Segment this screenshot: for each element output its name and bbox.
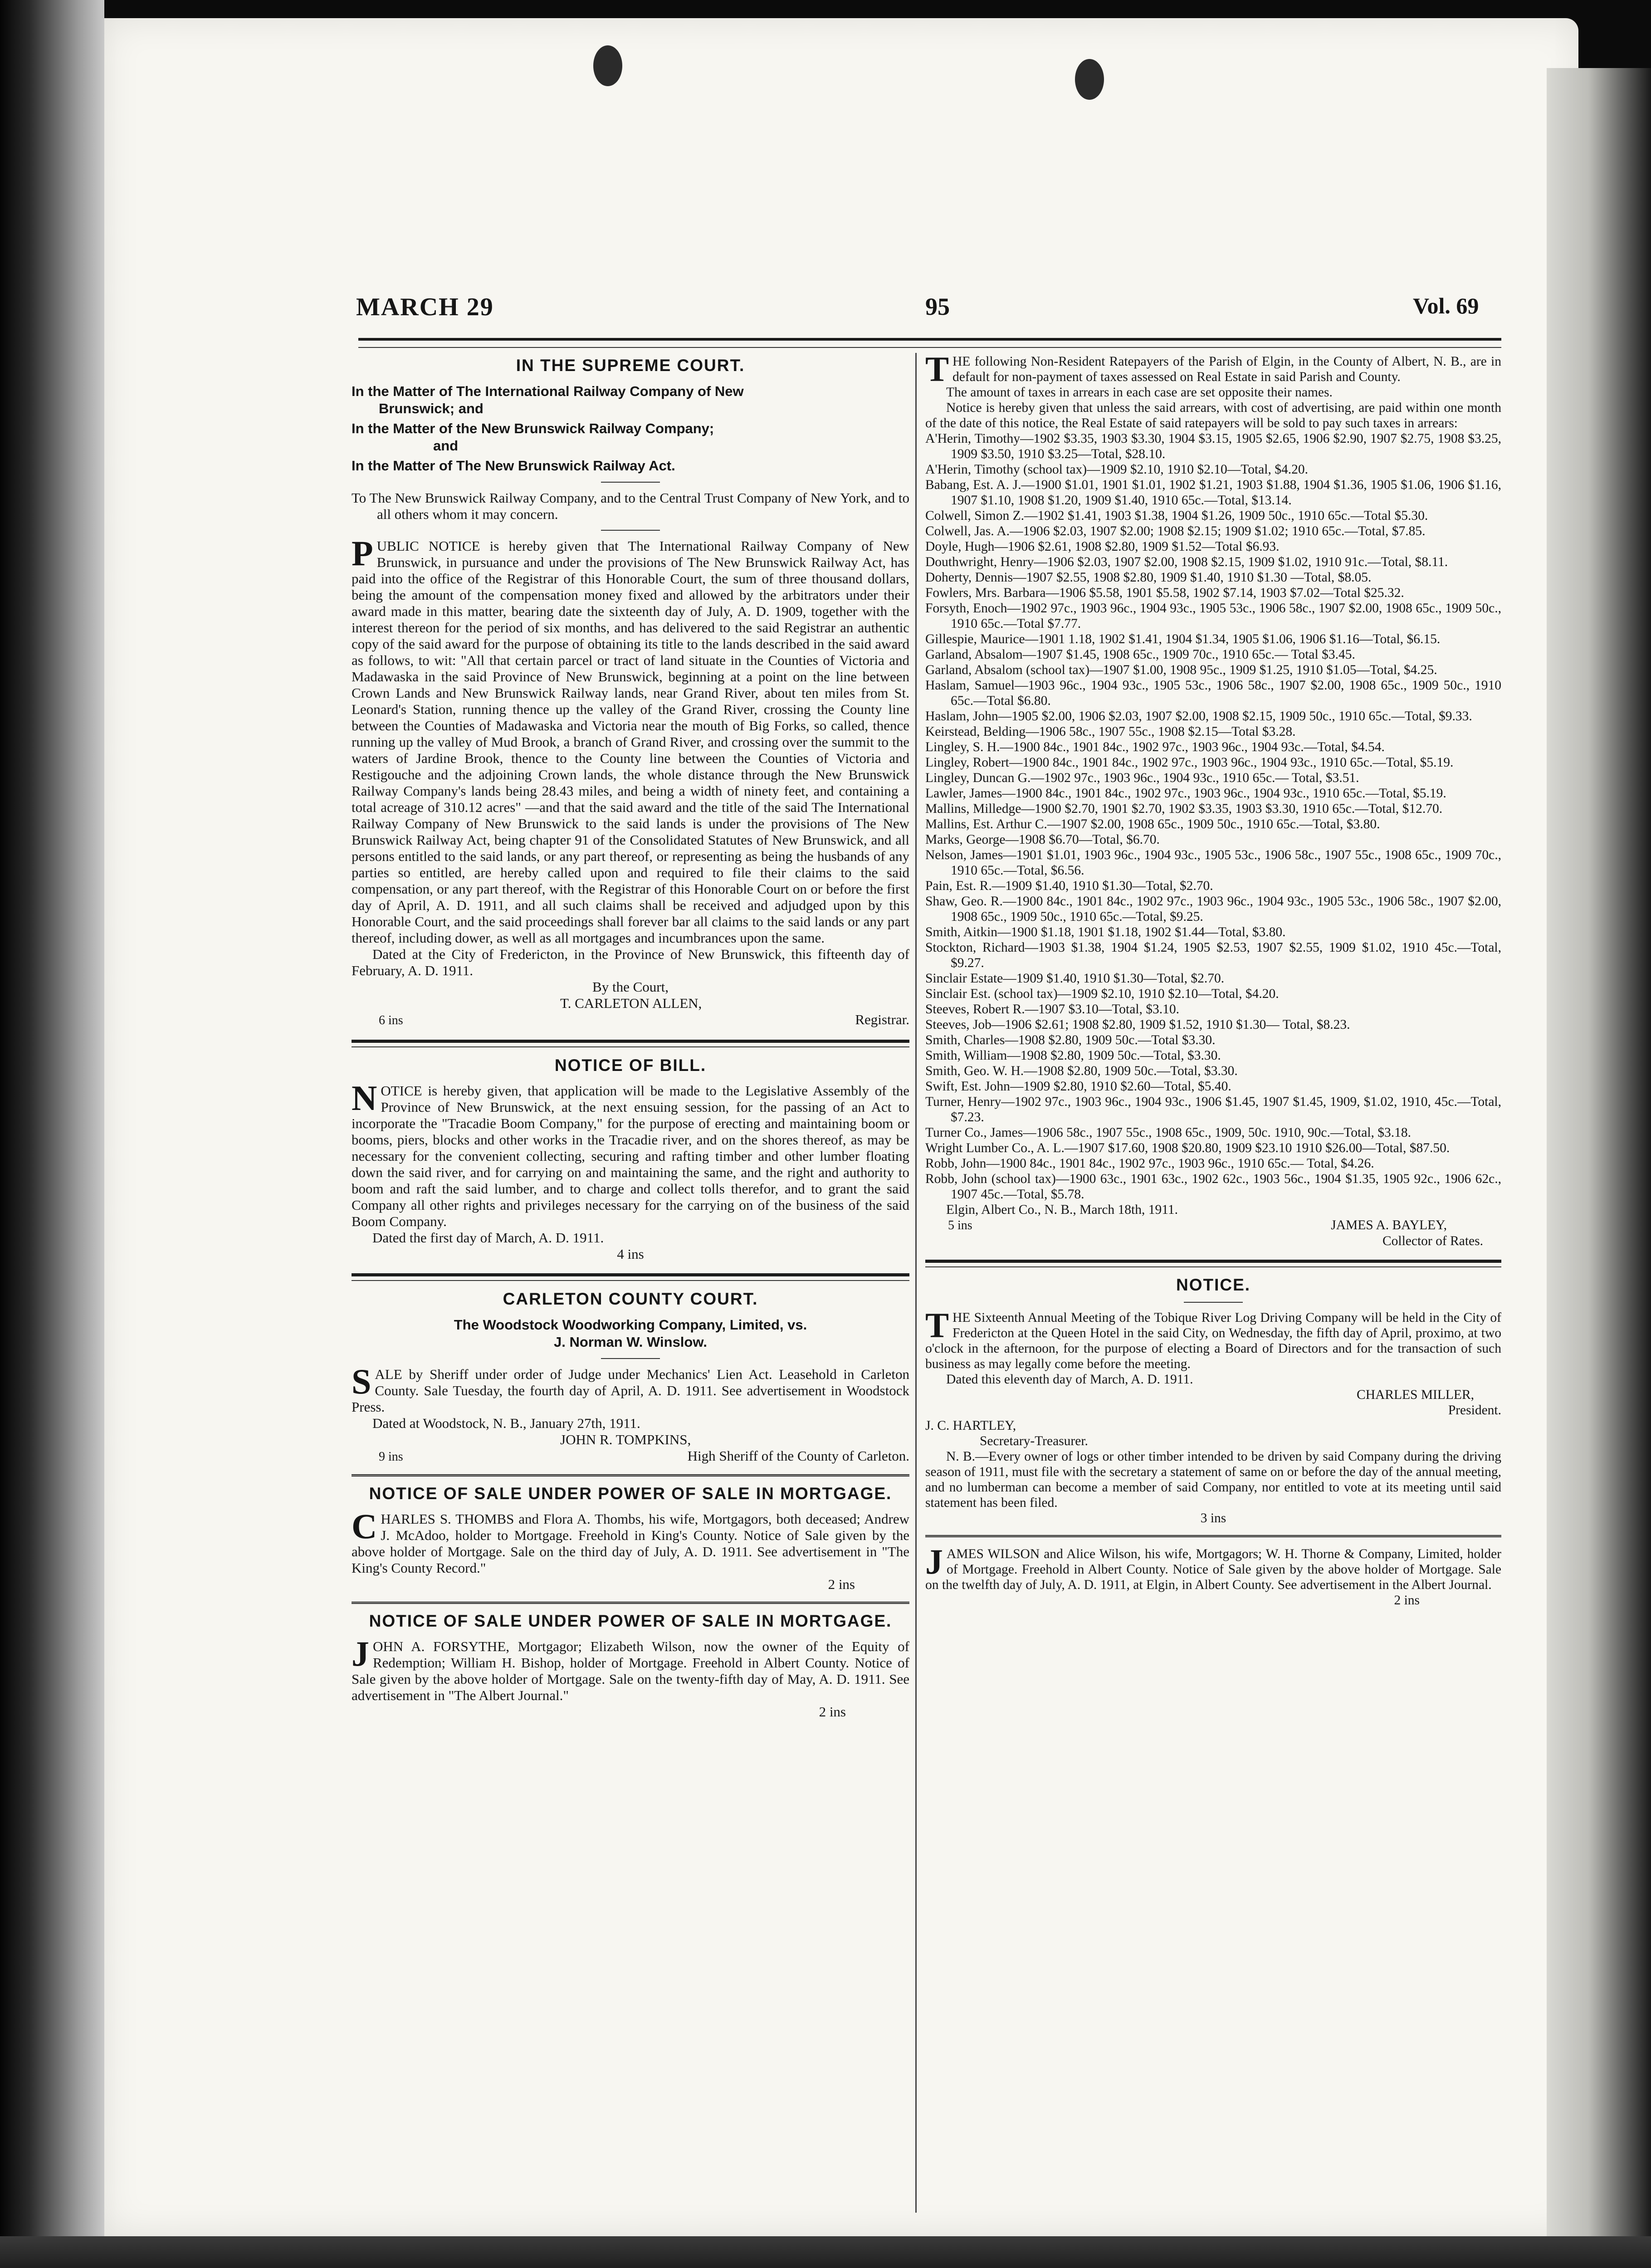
case-title: J. Norman W. Winslow. (554, 1334, 707, 1350)
notice-body (352, 533, 909, 946)
short-rule (601, 1358, 660, 1359)
ratepayer-entry: Shaw, Geo. R.—1900 84c., 1901 84c., 1902 97c., 1903 96c., 1904 93c., 1905 53c., 1906 58c., 1907 $2.00, 1908 65c., 1909 50c., 1910 65c.—Total, $9.25. (925, 894, 1501, 924)
ratepayer-entry: Sinclair Est. (school tax)—1909 $2.10, 1910 $2.10—Total, $4.20. (925, 987, 1279, 1001)
dated-line: Dated the first day of March, A. D. 1911. (372, 1230, 604, 1246)
left-column (352, 354, 909, 1720)
ratepayer-entry: Fowlers, Mrs. Barbara—1906 $5.58, 1901 $5.58, 1902 $7.14, 1903 $7.02—Total $25.32. (925, 586, 1404, 600)
dated-line: Dated at the City of Fredericton, in the Province of New Brunswick, this fifteenth day of February, A. D. 1911. (352, 946, 909, 978)
notice-body-text: AMES WILSON and Alice Wilson, his wife, Mortgagors; W. H. Thorne & Company, Limited, holder of Mortgage. Freehold in Albert County. Notice of Sale given by the above holder of Mortgage. Sale on the twelfth day of July, A. D. 1911, at Elgin, in Albert County. See advertisement in the Albert Journal. (925, 1547, 1501, 1592)
section-separator (352, 1602, 909, 1604)
nb-paragraph: N. B.—Every owner of logs or other timber intended to be driven by said Company during the driving season of 1911, must file with the secretary a statement of same on or before the day of the annual meeting, and no lumberman can become a member of said Company, nor entitled to vote at its meeting until said statement has been filed. (925, 1449, 1501, 1510)
ratepayer-entry: Haslam, Samuel—1903 96c., 1904 93c., 1905 53c., 1906 58c., 1907 $2.00, 1908 65c., 1909 50c., 1910 65c.—Total $6.80. (925, 678, 1501, 708)
secretary-role: Secretary-Treasurer. (980, 1434, 1088, 1448)
short-rule (601, 482, 660, 483)
section-separator-thin (352, 1280, 909, 1281)
ratepayer-entry: Babang, Est. A. J.—1900 $1.01, 1901 $1.01, 1902 $1.21, 1903 $1.88, 1904 $1.36, 1905 $1.06, 1906 $1.16, 1907 $1.10, 1908 $1.20, 1909 $1.40, 1910 65c.—Total, $13.14. (925, 478, 1501, 508)
notice-body (925, 1542, 1501, 1593)
notice-body-text: UBLIC NOTICE is hereby given that The International Railway Company of New Brunswick, in pursuance and under the provisions of The New Brunswick Railway Act, has paid into the office of the Registrar of this Honorable Court, the sum of three thousand dollars, being the amount of the compensation money fixed and allowed by the arbitrators under their award made in this matter, bearing date the sixteenth day of July, A. D. 1909, together with the interest thereon for the period of six months, and has delivered to the said Registrar an authentic copy of the said award for the purpose of obtaining its title to the lands described in the said award as follows, to wit: "All that certain parcel or tract of land situate in the Counties of Victoria and Madawaska in the said Province of New Brunswick, beginning at a point on the line between Crown Lands and New Brunswick Railway lands, near Grand River, about ten miles from St. Leonard's Station, running thence up the valley of the Grand River, crossing the County line between the Counties of Madawaska and Victoria near the mouth of Big Forks, so called, thence running up the valley of Mud Brook, a branch of Grand River, and crossing over the summit to the waters of Jardine Brook, thence to the County line between the Counties of Victoria and Restigouche and the adjoining Crown lands, the whole distance through the New Brunswick Railway Company's lands being 28.43 miles, and being a width of ninety feet, and containing a total acreage of 310.12 acres" —and that the said award and the title of the said The International Railway Company of New Brunswick to the said lands is under the provisions of The New Brunswick Railway Act, being chapter 91 of the Consolidated Statutes of New Brunswick, and all persons entitled to the said lands, or any part thereof, or representing as being the husbands of any parties so entitled, are hereby called upon and required to file their claims to the said compensation, or any part thereof, with the Registrar of this Honorable Court on or before the first day of April, A. D. 1911, and all such claims shall be received and adjudged upon by this Honorable Court, and the said proceedings shall forever bar all claims to the said lands or any part thereof, including dower, as well as all mortgages and incumbrances upon the same. (352, 538, 909, 946)
notice-body (352, 1362, 909, 1415)
ratepayer-entry: A'Herin, Timothy (school tax)—1909 $2.10, 1910 $2.10—Total, $4.20. (925, 462, 1308, 477)
punch-hole (593, 45, 622, 86)
ratepayer-entry: Turner Co., James—1906 58c., 1907 55c., 1908 65c., 1909, 50c. 1910, 90c.—Total, $3.18. (925, 1125, 1412, 1140)
section-title: NOTICE OF SALE UNDER POWER OF SALE IN MORTGAGE. (369, 1484, 892, 1503)
signer-name: T. CARLETON ALLEN, (560, 995, 702, 1011)
ratepayer-entry: Sinclair Estate—1909 $1.40, 1910 $1.30—Total, $2.70. (925, 971, 1225, 986)
ratepayer-entry: Steeves, Robert R.—1907 $3.10—Total, $3.10. (925, 1002, 1180, 1017)
drop-cap: P (352, 533, 373, 573)
section-separator (925, 1535, 1501, 1537)
notice-body (352, 1078, 909, 1230)
insertion-count: 2 ins (819, 1704, 846, 1720)
ratepayer-entry: Lingley, Duncan G.—1902 97c., 1903 96c., 1904 93c., 1910 65c.— Total, $3.51. (925, 771, 1359, 785)
tobique-meeting-notice (925, 1277, 1501, 1526)
section-separator-thin (352, 1046, 909, 1047)
drop-cap: T (925, 349, 949, 389)
insertion-count: 6 ins (379, 1013, 403, 1027)
ratepayer-entry: Smith, Aitkin—1900 $1.18, 1901 $1.18, 1902 $1.44—Total, $3.80. (925, 925, 1286, 939)
ratepayer-entry: A'Herin, Timothy—1902 $3.35, 1903 $3.30, 1904 $3.15, 1905 $2.65, 1906 $2.90, 1907 $2.75, 1908 $3.25, 1909 $3.50, 1910 $3.25—Total, $28.10. (925, 431, 1501, 461)
notice-body-text: ALE by Sheriff under order of Judge under Mechanics' Lien Act. Leasehold in Carleton County. Sale Tuesday, the fourth day of April, A. D. 1911. See advertisement in Woodstock Press. (352, 1366, 909, 1415)
drop-cap: J (352, 1634, 369, 1673)
notice-body (352, 1634, 909, 1704)
secretary-name: J. C. HARTLEY, (925, 1418, 1016, 1433)
ratepayer-entry: Doherty, Dennis—1907 $2.55, 1908 $2.80, 1909 $1.40, 1910 $1.30 —Total, $8.05. (925, 570, 1372, 585)
case-title: The Woodstock Woodworking Company, Limited, vs. (454, 1317, 807, 1333)
notice-body-text: HE Sixteenth Annual Meeting of the Tobique River Log Driving Company will be held in the City of Fredericton at the Queen Hotel in the said City, on Wednesday, the fifth day of April, proximo, at two o'clock in the afternoon, for the purpose of electing a Board of Directors and for the transaction of such business as may legally come before the meeting. (925, 1310, 1501, 1371)
drop-cap: C (352, 1506, 377, 1546)
notice-paragraph: Notice is hereby given that unless the said arrears, with cost of advertising, are paid within one month of the date of this notice, the Real Estate of said ratepayers will be sold to pay such taxes in arrears: (925, 401, 1501, 430)
ratepayer-entry: Turner, Henry—1902 97c., 1903 96c., 1904 93c., 1906 $1.45, 1907 $1.45, 1909, $1.02, 1910, 45c.—Total, $7.23. (925, 1095, 1501, 1124)
ratepayer-entry: Smith, Geo. W. H.—1908 $2.80, 1909 50c.—Total, $3.30. (925, 1064, 1238, 1078)
in-matter-line (352, 383, 909, 417)
by-the-court: By the Court, (592, 979, 669, 995)
section-separator (352, 1273, 909, 1276)
section-separator (352, 1040, 909, 1043)
insertion-count: 4 ins (617, 1246, 644, 1262)
in-matter-text: In the Matter of The International Railway Company of New (352, 383, 744, 399)
section-title: NOTICE OF BILL. (554, 1056, 707, 1075)
president-name: CHARLES MILLER, (1357, 1388, 1474, 1402)
header-rule (358, 338, 1501, 341)
signer-row (925, 1217, 1501, 1233)
ratepayer-entry: Steeves, Job—1906 $2.61; 1908 $2.80, 1909 $1.52, 1910 $1.30— Total, $8.23. (925, 1017, 1350, 1032)
in-matter-cont: Brunswick; and (379, 401, 484, 416)
ratepayer-entry: Colwell, Simon Z.—1902 $1.41, 1903 $1.38, 1904 $1.26, 1909 50c., 1910 65c.—Total $5.30. (925, 508, 1428, 523)
in-matter-cont: and (433, 438, 459, 454)
ratepayer-entry: Stockton, Richard—1903 $1.38, 1904 $1.24, 1905 $2.53, 1907 $2.55, 1909 $1.02, 1910 45c.—Total, $9.27. (925, 940, 1501, 970)
page-number: 95 (925, 293, 950, 320)
insertion-count: 2 ins (1394, 1593, 1420, 1608)
ratepayer-entry: Robb, John (school tax)—1900 63c., 1901 63c., 1902 62c., 1903 56c., 1904 $1.35, 1905 92c., 1906 62c., 1907 45c.—Total, $5.78. (925, 1172, 1501, 1202)
signer-name: JOHN R. TOMPKINS, (560, 1432, 691, 1447)
notice-body-text: HARLES S. THOMBS and Flora A. Thombs, his wife, Mortgagors, both deceased; Andrew J. McAdoo, holder to Mortgage. Freehold in King's County. Notice of Sale given by the above holder of Mortgage. Sale on the third day of July, A. D. 1911. See advertisement in "The King's County Record." (352, 1511, 909, 1576)
ratepayer-entry: Colwell, Jas. A.—1906 $2.03, 1907 $2.00; 1908 $2.15; 1909 $1.02; 1910 65c.—Total, $7.85. (925, 524, 1426, 538)
section-title: NOTICE OF SALE UNDER POWER OF SALE IN MORTGAGE. (369, 1612, 892, 1630)
carleton-county-court (352, 1291, 909, 1465)
section-separator (352, 1474, 909, 1476)
address-paragraph: To The New Brunswick Railway Company, and to the Central Trust Company of New York, and to all others whom it may concern. (352, 490, 909, 522)
ratepayer-entry: Pain, Est. R.—1909 $1.40, 1910 $1.30—Total, $2.70. (925, 879, 1213, 893)
notice-intro (925, 349, 1501, 389)
insertion-count: 3 ins (1200, 1511, 1226, 1525)
notice-intro-text: HE following Non-Resident Ratepayers of the Parish of Elgin, in the County of Albert, N. B., are in default for non-payment of taxes assessed on Real Estate in said Parish and County. (952, 354, 1501, 384)
ratepayer-entry: Haslam, John—1905 $2.00, 1906 $2.03, 1907 $2.00, 1908 $2.15, 1909 50c., 1910 65c.—Total, $9.33. (925, 709, 1472, 723)
section-separator-thin (925, 1266, 1501, 1267)
section-title: CARLETON COUNTY COURT. (503, 1290, 758, 1308)
drop-cap: T (925, 1305, 949, 1345)
ratepayer-entry: Mallins, Est. Arthur C.—1907 $2.00, 1908 65c., 1909 50c., 1910 65c.—Total, $3.80. (925, 817, 1380, 831)
section-title: IN THE SUPREME COURT. (516, 356, 745, 375)
ratepayer-entry: Doyle, Hugh—1906 $2.61, 1908 $2.80, 1909 $1.52—Total $6.93. (925, 539, 1280, 554)
header-rule-thin (358, 347, 1501, 348)
column-divider (915, 353, 917, 2213)
notice-body (925, 1305, 1501, 1372)
notice-body-text: OHN A. FORSYTHE, Mortgagor; Elizabeth Wilson, now the owner of the Equity of Redemption; William H. Bishop, holder of Mortgage. Freehold in Albert County. Notice of Sale given by the above holder of Mortgage. Sale on the twenty-fifth day of May, A. D. 1911. See advertisement in "The Albert Journal." (352, 1638, 909, 1703)
in-matter-line (352, 420, 909, 455)
ratepayer-entry: Robb, John—1900 84c., 1901 84c., 1902 97c., 1903 96c., 1910 65c.— Total, $4.26. (925, 1156, 1374, 1171)
insertion-count: 5 ins (948, 1218, 972, 1232)
drop-cap: N (352, 1078, 377, 1118)
drop-cap: J (925, 1542, 943, 1581)
ratepayer-entry: Swift, Est. John—1909 $2.80, 1910 $2.60—Total, $5.40. (925, 1079, 1231, 1094)
signer-role: High Sheriff of the County of Carleton. (687, 1448, 909, 1464)
signer-role: Registrar. (855, 1012, 909, 1027)
wilson-mortgage-notice (925, 1542, 1501, 1608)
dated-line: Dated this eleventh day of March, A. D. 1911. (946, 1372, 1193, 1387)
dated-line: Elgin, Albert Co., N. B., March 18th, 1911. (946, 1202, 1178, 1217)
notice-of-bill (352, 1057, 909, 1262)
book-edge (0, 0, 104, 2268)
president-role: President. (1448, 1403, 1501, 1418)
section-separator (925, 1260, 1501, 1263)
notice-paragraph: The amount of taxes in arrears in each case are set opposite their names. (946, 385, 1333, 400)
ratepayers-notice (925, 349, 1501, 1249)
ratepayer-entry: Gillespie, Maurice—1901 1.18, 1902 $1.41, 1904 $1.34, 1905 $1.06, 1906 $1.16—Total, $6.15. (925, 632, 1441, 646)
ratepayer-entry: Garland, Absalom (school tax)—1907 $1.00, 1908 95c., 1909 $1.25, 1910 $1.05—Total, $4.25. (925, 663, 1437, 677)
ratepayer-list (925, 431, 1501, 1202)
mortgage-sale-notice (352, 1613, 909, 1720)
punch-hole (1075, 59, 1104, 100)
in-matter-text: In the Matter of The New Brunswick Railway Act. (352, 458, 675, 474)
signer-row (352, 1012, 909, 1029)
signer-role: Collector of Rates. (1382, 1234, 1483, 1248)
ratepayer-entry: Lingley, S. H.—1900 84c., 1901 84c., 1902 97c., 1903 96c., 1904 93c.—Total, $4.54. (925, 740, 1385, 754)
ratepayer-entry: Nelson, James—1901 $1.01, 1903 96c., 1904 93c., 1905 53c., 1906 58c., 1907 55c., 1908 65c., 1909 70c., 1910 65c.—Total, $6.56. (925, 848, 1501, 878)
ratepayer-entry: Lingley, Robert—1900 84c., 1901 84c., 1902 97c., 1903 96c., 1904 93c., 1910 65c.—Total, $5.19. (925, 755, 1454, 770)
ratepayer-entry: Marks, George—1908 $6.70—Total, $6.70. (925, 832, 1160, 847)
drop-cap: S (352, 1362, 371, 1401)
supreme-court-notice (352, 357, 909, 1029)
signer-row (352, 1448, 909, 1465)
ratepayer-entry: Mallins, Milledge—1900 $2.70, 1901 $2.70, 1902 $3.35, 1903 $3.30, 1910 65c.—Total, $12.70. (925, 802, 1443, 816)
ratepayer-entry: Smith, Charles—1908 $2.80, 1909 50c.—Total $3.30. (925, 1033, 1216, 1047)
right-column (925, 349, 1501, 1608)
ratepayer-entry: Forsyth, Enoch—1902 97c., 1903 96c., 1904 93c., 1905 53c., 1906 58c., 1907 $2.00, 1908 65c., 1909 50c., 1910 65c.—Total $7.77. (925, 601, 1501, 631)
short-rule (601, 530, 660, 531)
in-matter-text: In the Matter of the New Brunswick Railway Company; (352, 420, 714, 436)
short-rule (1184, 1302, 1243, 1303)
ratepayer-entry: Keirstead, Belding—1906 58c., 1907 55c., 1908 $2.15—Total $3.28. (925, 724, 1296, 739)
notice-body (352, 1506, 909, 1576)
in-matter-line (352, 457, 909, 474)
volume-number: Vol. 69 (1413, 293, 1479, 318)
notice-body-text: OTICE is hereby given, that application will be made to the Legislative Assembly of the Province of New Brunswick, at the next ensuing session, for the passing of an Act to incorporate the "Tracadie Boom Company," for the purpose of erecting and maintaining boom or booms, piers, blocks and other works in the Tracadie river, and on the shores thereof, as may be necessary for the convenient collecting, securing and rafting timber and other lumber floating down the said river, and for carrying on and maintaining the same, and the right and authority to boom and raft the said lumber, and to charge and collect tolls therefor, and to grant the said Company all other rights and privileges necessary for the carrying on of the business of the said Boom Company. (352, 1083, 909, 1229)
mortgage-sale-notice (352, 1486, 909, 1593)
section-title: NOTICE. (1176, 1276, 1251, 1294)
ratepayer-entry: Douthwright, Henry—1906 $2.03, 1907 $2.00, 1908 $2.15, 1909 $1.02, 1910 91c.—Total, $8.11. (925, 555, 1448, 569)
insertion-count: 2 ins (828, 1576, 855, 1592)
dated-line: Dated at Woodstock, N. B., January 27th, 1911. (372, 1415, 640, 1431)
ratepayer-entry: Lawler, James—1900 84c., 1901 84c., 1902 97c., 1903 96c., 1904 93c., 1910 65c.—Total, $5.19. (925, 786, 1446, 801)
scan-bottom-shadow (0, 2236, 1651, 2268)
ratepayer-entry: Smith, William—1908 $2.80, 1909 50c.—Total, $3.30. (925, 1048, 1221, 1063)
next-page-edge (1547, 68, 1651, 2236)
signer-name: JAMES A. BAYLEY, (1331, 1218, 1447, 1232)
ratepayer-entry: Garland, Absalom—1907 $1.45, 1908 65c., 1909 70c., 1910 65c.— Total $3.45. (925, 647, 1355, 662)
ratepayer-entry: Wright Lumber Co., A. L.—1907 $17.60, 1908 $20.80, 1909 $23.10 1910 $26.00—Total, $87.50. (925, 1141, 1450, 1155)
header-date: MARCH 29 (356, 293, 494, 321)
insertion-count: 9 ins (379, 1450, 403, 1464)
